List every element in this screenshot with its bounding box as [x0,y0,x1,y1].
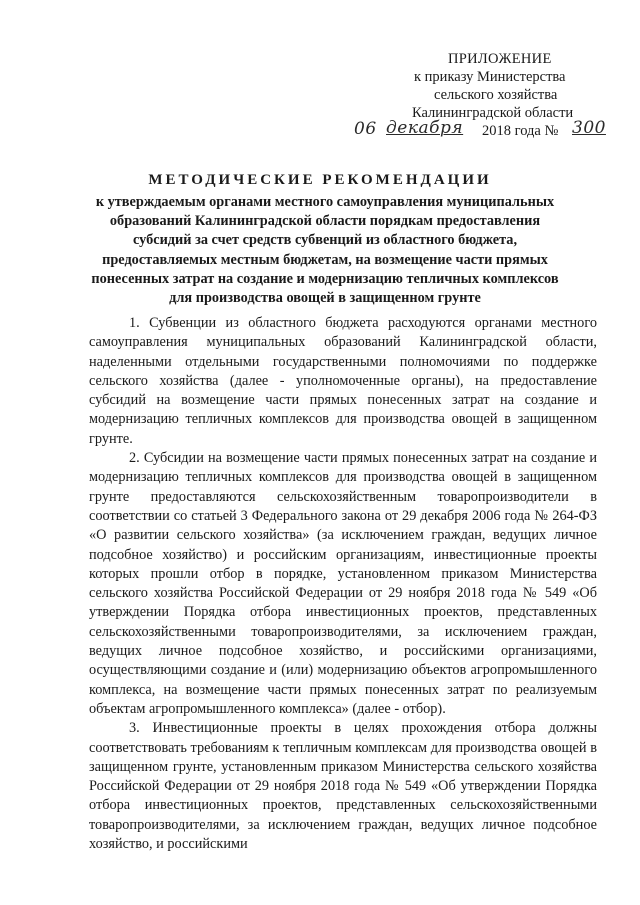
handwritten-day: 06 [354,119,377,139]
subheading-line: субсидий за счет средств субвенций из областного бюджета, [132,232,518,249]
document-subheading [80,193,570,308]
appendix-order-line: к приказу Министерства [414,69,566,85]
document-body [89,314,597,854]
paragraph-1: 1. Субвенции из областного бюджета расходуются органами местного самоуправления муниципальных образований Калининградской области, наделенными отдельными государственными полномочиями по поддержке сельского хозяйства (далее - уполномоченные органы), на предоставление субсидий на возмещение части прямых понесенных затрат на создание и модернизацию тепличных комплексов для производства овощей в защищенном грунте. [89,315,597,447]
subheading-line: предоставляемых местным бюджетам, на возмещение части прямых [102,251,548,268]
handwritten-month: декабря [386,118,464,138]
paragraph-2: 2. Субсидии на возмещение части прямых понесенных затрат на создание и модернизацию тепличных комплексов для производства овощей в защищенном грунте предоставляются сельскохозяйственным товаропроизводители в соответствии со статьей 3 Федерального закона от 29 декабря 2006 года № 264-ФЗ «О развитии сельского хозяйства» (за исключением граждан, ведущих личное подсобное хозяйство) и российским организациям, инвестиционные проекты которых прошли отбор в порядке, установленном приказом Министерства сельского хозяйства Российской Федерации от 29 ноября 2018 года № 549 «Об утверждении Порядка отбора инвестиционных проектов, представленных сельскохозяйственными товаропроизводителями, за исключением граждан, ведущих личное подсобное хозяйство, и российскими организациями, осуществляющими создание и (или) модернизацию объектов агропромышленного комплекса, на возмещение части прямых понесенных затрат по реализуемым объектам агропромышленного комплекса» (далее - отбор). [89,450,597,717]
order-year-text: 2018 года № [482,123,559,139]
document-heading: МЕТОДИЧЕСКИЕ РЕКОМЕНДАЦИИ [148,172,492,188]
subheading-line: понесенных затрат на создание и модернизацию тепличных комплексов [91,270,559,287]
paragraph-3: 3. Инвестиционные проекты в целях прохождения отбора должны соответствовать требованиям к тепличным комплексам для производства овощей в защищенном грунте, установленным приказом Министерства сельского хозяйства Российской Федерации от 29 ноября 2018 года № 549 «Об утверждении Порядка отбора инвестиционных проектов, представленных сельскохозяйственными товаропроизводителями, за исключением граждан, ведущих личное подсобное хозяйство, и российскими [89,720,597,853]
handwritten-order-number: 300 [572,118,606,138]
subheading-line: к утверждаемым органами местного самоуправления муниципальных [95,194,555,210]
order-date-line [354,119,614,145]
appendix-block [408,50,628,122]
appendix-ministry-line: сельского хозяйства [434,87,558,103]
subheading-line: образований Калининградской области порядкам предоставления [109,213,541,230]
subheading-line: для производства овощей в защищенном грунте [169,290,481,307]
appendix-title: ПРИЛОЖЕНИЕ [448,51,552,67]
appendix-region-line: Калининградской области [412,105,574,121]
